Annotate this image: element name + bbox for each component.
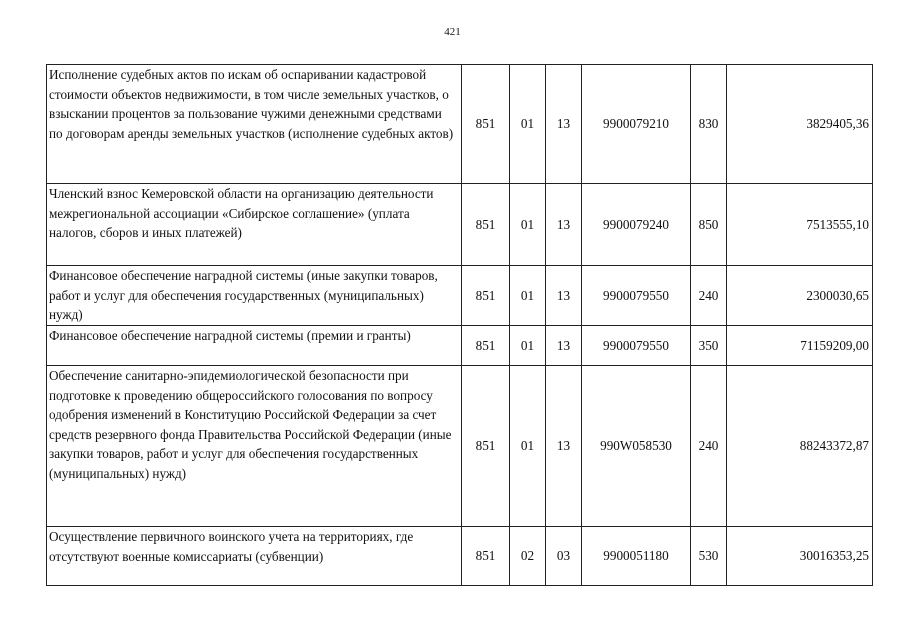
subsection-code: 13 [546, 65, 582, 184]
table-row [47, 366, 873, 527]
amount: 71159209,00 [727, 326, 873, 366]
section-code: 01 [510, 65, 546, 184]
subsection-code: 13 [546, 266, 582, 326]
expense-name: Исполнение судебных актов по искам об оспаривании кадастровой стоимости объектов недвижимости, в том числе земельных участков, о взыскании процентов за пользование чужими денежными средствами по договорам аренды земельных участков (исполнение судебных актов) [47, 65, 462, 184]
page-number: 421 [444, 26, 461, 38]
target-article-code: 990W058530 [582, 366, 691, 527]
amount: 30016353,25 [727, 527, 873, 586]
expense-name: Членский взнос Кемеровской области на организацию деятельности межрегиональной ассоциации «Сибирское соглашение» (уплата налогов, сборов и иных платежей) [47, 184, 462, 266]
section-code: 02 [510, 527, 546, 586]
expense-name: Обеспечение санитарно-эпидемиологической безопасности при подготовке к проведению общероссийского голосования по вопросу одобрения изменений в Конституцию Российской Федерации за счет средств резервного фонда Правительства Российской Федерации (иные закупки товаров, работ и услуг для обеспечения государственных (муниципальных) нужд) [47, 366, 462, 527]
expense-name: Осуществление первичного воинского учета на территориях, где отсутствуют военные комиссариаты (субвенции) [47, 527, 462, 586]
expense-type-code: 350 [691, 326, 727, 366]
subsection-code: 13 [546, 184, 582, 266]
table-row [47, 65, 873, 184]
amount: 88243372,87 [727, 366, 873, 527]
expense-type-code: 530 [691, 527, 727, 586]
target-article-code: 9900079550 [582, 266, 691, 326]
amount: 7513555,10 [727, 184, 873, 266]
expense-type-code: 850 [691, 184, 727, 266]
expense-type-code: 240 [691, 266, 727, 326]
ministry-code: 851 [462, 326, 510, 366]
subsection-code: 13 [546, 326, 582, 366]
table-row [47, 326, 873, 366]
table-row [47, 184, 873, 266]
expense-type-code: 240 [691, 366, 727, 527]
subsection-code: 13 [546, 366, 582, 527]
table-row [47, 266, 873, 326]
target-article-code: 9900079240 [582, 184, 691, 266]
target-article-code: 9900079550 [582, 326, 691, 366]
ministry-code: 851 [462, 65, 510, 184]
target-article-code: 9900051180 [582, 527, 691, 586]
expense-name: Финансовое обеспечение наградной системы (иные закупки товаров, работ и услуг для обеспечения государственных (муниципальных) нужд) [47, 266, 462, 326]
expense-type-code: 830 [691, 65, 727, 184]
target-article-code: 9900079210 [582, 65, 691, 184]
table-row [47, 527, 873, 586]
amount: 2300030,65 [727, 266, 873, 326]
expense-name: Финансовое обеспечение наградной системы (премии и гранты) [47, 326, 462, 366]
section-code: 01 [510, 326, 546, 366]
amount: 3829405,36 [727, 65, 873, 184]
budget-table [46, 64, 873, 586]
section-code: 01 [510, 366, 546, 527]
subsection-code: 03 [546, 527, 582, 586]
ministry-code: 851 [462, 366, 510, 527]
ministry-code: 851 [462, 527, 510, 586]
ministry-code: 851 [462, 184, 510, 266]
section-code: 01 [510, 184, 546, 266]
ministry-code: 851 [462, 266, 510, 326]
section-code: 01 [510, 266, 546, 326]
